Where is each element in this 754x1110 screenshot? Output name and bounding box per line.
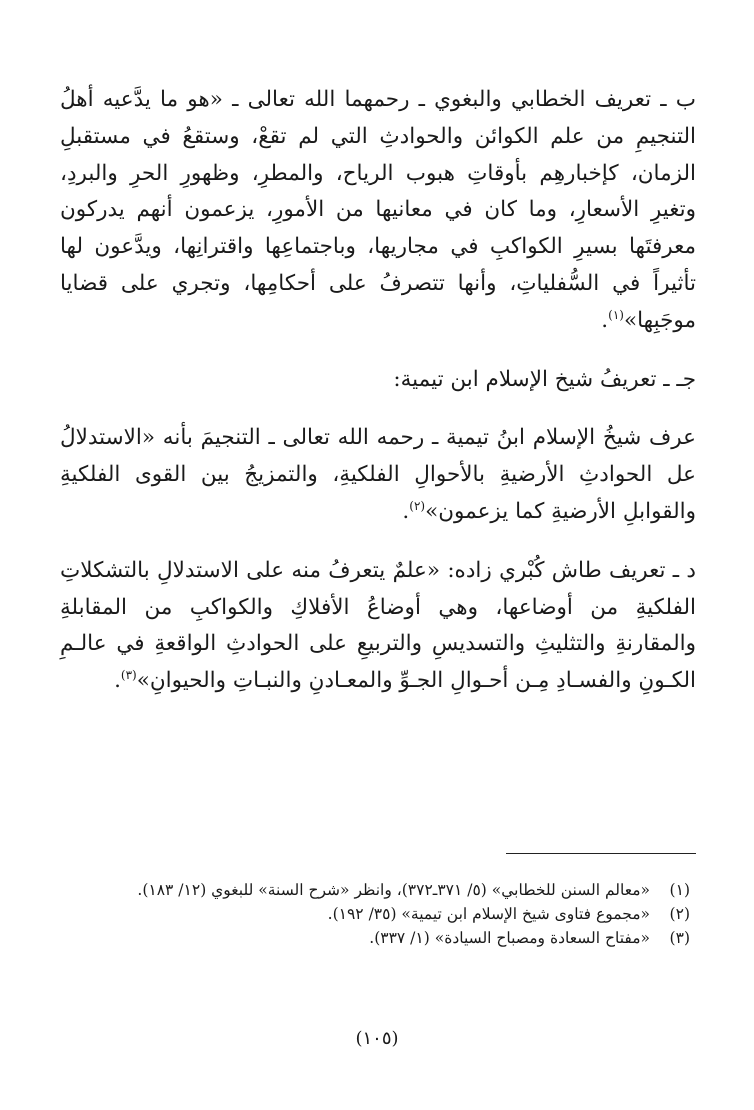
quote-b: «هو ما يدَّعيه أهلُ التنجيمِ من علم الكوائن والحوادثِ التي لم تقعْ، وستقعُ في مستقبلِ الزمان، كإخبارهِم بأوقاتِ هبوب الرياح، والمطرِ، وظهورِ الحرِ والبردِ، وتغيرِ الأسعارِ، وما كان في معانيها من الأمورِ، يزعمون أنهم يدركون معرفتَها بسيرِ الكواكبِ في مجاريها، وباجتماعِها واقترانِها، ويدَّعون لها تأثيراً في السُّفلياتِ، وأنها تتصرفُ على أحكامِها، وتجري على قضايا موجَبِها» xyxy=(60,87,696,333)
footnote-ref-3[interactable]: (٣) xyxy=(120,668,137,682)
period: . xyxy=(402,498,410,524)
footnote-number: (١) xyxy=(669,881,690,899)
footnotes xyxy=(60,878,690,950)
footnote-text: «مفتاح السعادة ومصباح السيادة» (١/ ٣٣٧). xyxy=(369,929,650,947)
heading-b: ب ـ تعريف الخطابي والبغوي ـ رحمهما الله تعالى ـ xyxy=(232,87,697,112)
footnote-2 xyxy=(60,902,690,926)
period: . xyxy=(114,668,121,694)
footnote-divider xyxy=(506,853,696,854)
paragraph-d xyxy=(60,553,696,700)
footnote-ref-1[interactable]: (١) xyxy=(608,307,624,322)
text-c: عرف شيخُ الإسلام ابنُ تيمية ـ رحمه الله تعالى ـ التنجيمَ بأنه «الاستدلالُ عل الحوادثِ الأرضيةِ بالأحوالِ الفلكيةِ، والتمزيجُ بين القوى الفلكيةِ والقوابلِ الأرضيةِ كما يزعمون» xyxy=(60,425,696,524)
paragraph-c xyxy=(60,420,696,530)
footnote-ref-2[interactable]: (٢) xyxy=(409,498,426,513)
page-number: (١٠٥) xyxy=(355,1028,399,1049)
text-d: د ـ تعريف طاش كُبْري زاده: «علمٌ يتعرفُ منه على الاستدلالِ بالتشكلاتِ الفلكيةِ من أوضاعها، وهي أوضاعُ الأفلاكِ والكواكبِ من المقابلةِ والمقارنةِ والتثليثِ والتسديسِ والتربيعِ على الحوادثِ الواقعةِ في عالـمِ الكـونِ والفسـادِ مِـن أحـوالِ الجـوِّ والمعـادنِ والنبـاتِ والحيوانِ» xyxy=(60,557,696,694)
paragraph-b xyxy=(60,82,696,340)
period: . xyxy=(601,307,609,333)
footnote-text: «معالم السنن للخطابي» (٥/ ٣٧١ـ٣٧٢)، وانظر «شرح السنة» للبغوي (١٢/ ١٨٣). xyxy=(137,881,650,899)
footnote-number: (٢) xyxy=(669,905,690,923)
heading-c: جـ ـ تعريفُ شيخ الإسلام ابن تيمية: xyxy=(393,366,696,392)
page-body xyxy=(60,82,696,700)
footnote-text: «مجموع فتاوى شيخ الإسلام ابن تيمية» (٣٥/ ١٩٢). xyxy=(327,905,650,923)
footnote-1 xyxy=(60,878,690,902)
footnote-3 xyxy=(60,926,690,950)
footnote-number: (٣) xyxy=(669,929,690,947)
